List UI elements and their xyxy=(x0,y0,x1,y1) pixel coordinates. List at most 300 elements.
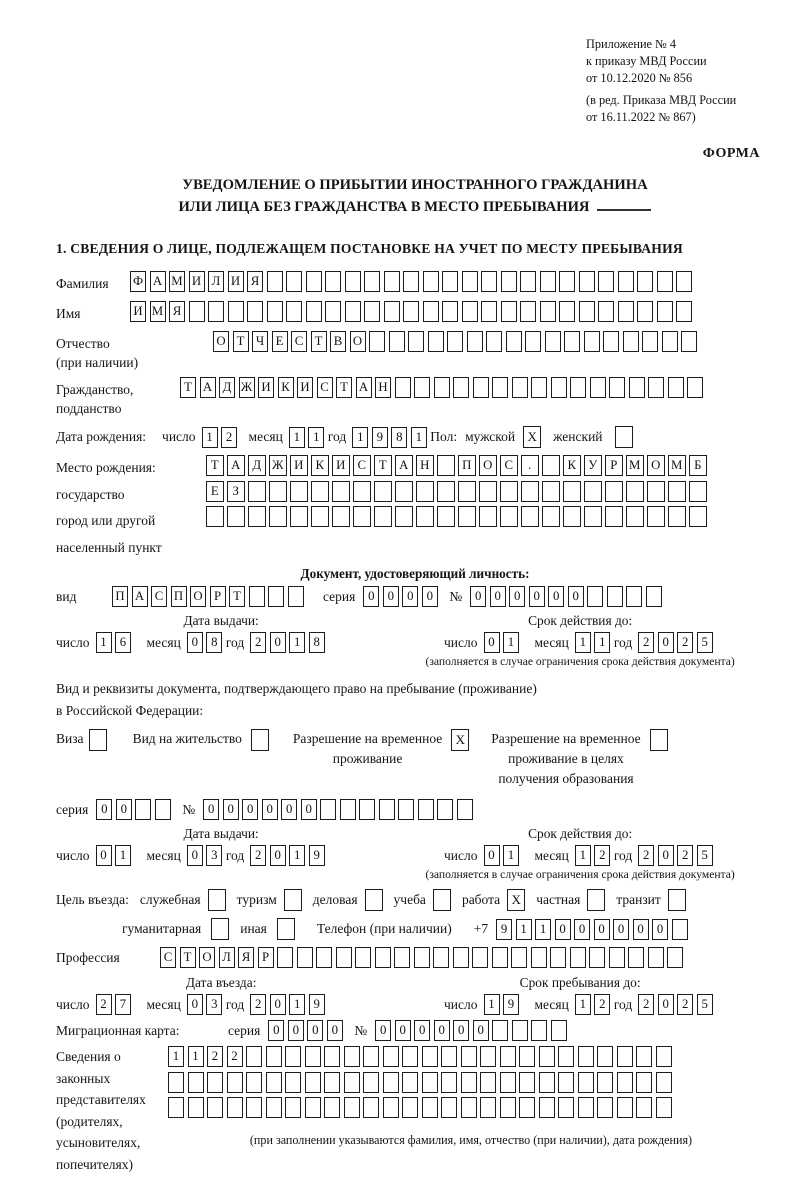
form-cell[interactable] xyxy=(603,331,619,352)
form-cell[interactable]: 0 xyxy=(658,632,674,653)
form-cell[interactable] xyxy=(551,377,567,398)
form-cell[interactable] xyxy=(512,1020,528,1041)
form-cell[interactable] xyxy=(584,481,602,502)
form-cell[interactable]: 0 xyxy=(473,1020,489,1041)
form-cell[interactable]: 8 xyxy=(391,427,407,448)
form-cell[interactable]: 0 xyxy=(270,632,286,653)
form-cell[interactable]: 0 xyxy=(96,799,112,820)
form-cell[interactable] xyxy=(249,586,265,607)
form-cell[interactable] xyxy=(457,799,473,820)
form-cell[interactable]: Я xyxy=(238,947,254,968)
form-cell[interactable]: 3 xyxy=(206,994,222,1015)
form-cell[interactable]: 1 xyxy=(289,994,305,1015)
form-cell[interactable]: 0 xyxy=(327,1020,343,1041)
form-cell[interactable] xyxy=(285,1046,301,1067)
form-cell[interactable]: 9 xyxy=(309,994,325,1015)
form-cell[interactable]: 2 xyxy=(594,994,610,1015)
form-cell[interactable]: М xyxy=(169,271,185,292)
form-cell[interactable]: Т xyxy=(311,331,327,352)
form-cell[interactable] xyxy=(369,331,385,352)
form-cell[interactable] xyxy=(500,1097,516,1118)
form-cell[interactable] xyxy=(208,301,224,322)
form-cell[interactable] xyxy=(311,506,329,527)
form-cell[interactable] xyxy=(501,271,517,292)
form-cell[interactable]: 7 xyxy=(115,994,131,1015)
form-cell[interactable] xyxy=(207,1097,223,1118)
form-cell[interactable]: З xyxy=(227,481,245,502)
form-cell[interactable]: 0 xyxy=(223,799,239,820)
form-cell[interactable] xyxy=(462,271,478,292)
form-cell[interactable] xyxy=(188,1072,204,1093)
form-cell[interactable]: 0 xyxy=(262,799,278,820)
form-cell[interactable]: 0 xyxy=(529,586,545,607)
form-cell[interactable] xyxy=(398,799,414,820)
form-cell[interactable] xyxy=(578,1046,594,1067)
form-cell[interactable] xyxy=(422,1097,438,1118)
form-cell[interactable]: А xyxy=(150,271,166,292)
form-cell[interactable] xyxy=(206,506,224,527)
form-cell[interactable]: С xyxy=(160,947,176,968)
form-cell[interactable] xyxy=(646,586,662,607)
form-cell[interactable] xyxy=(363,1072,379,1093)
form-cell[interactable]: 0 xyxy=(242,799,258,820)
option-temp-residence-checkbox[interactable]: X xyxy=(451,729,469,751)
form-cell[interactable] xyxy=(227,1097,243,1118)
form-cell[interactable] xyxy=(188,1097,204,1118)
form-cell[interactable]: О xyxy=(647,455,665,476)
form-cell[interactable] xyxy=(626,481,644,502)
form-cell[interactable] xyxy=(248,506,266,527)
form-cell[interactable] xyxy=(519,1046,535,1067)
form-cell[interactable] xyxy=(345,271,361,292)
form-cell[interactable]: 1 xyxy=(96,632,112,653)
form-cell[interactable] xyxy=(286,271,302,292)
form-cell[interactable] xyxy=(584,331,600,352)
form-cell[interactable] xyxy=(656,1097,672,1118)
form-cell[interactable]: Н xyxy=(375,377,391,398)
form-cell[interactable] xyxy=(325,271,341,292)
form-cell[interactable]: Н xyxy=(416,455,434,476)
form-cell[interactable] xyxy=(437,799,453,820)
form-cell[interactable]: Т xyxy=(336,377,352,398)
form-cell[interactable]: 0 xyxy=(652,919,668,940)
option-temp-residence-education-checkbox[interactable] xyxy=(650,729,668,751)
form-cell[interactable]: 0 xyxy=(470,586,486,607)
form-cell[interactable]: 1 xyxy=(503,845,519,866)
form-cell[interactable] xyxy=(492,947,508,968)
form-cell[interactable] xyxy=(648,377,664,398)
form-cell[interactable]: Т xyxy=(180,377,196,398)
form-cell[interactable]: 0 xyxy=(375,1020,391,1041)
form-cell[interactable] xyxy=(676,271,692,292)
form-cell[interactable] xyxy=(687,377,703,398)
form-cell[interactable] xyxy=(563,506,581,527)
form-cell[interactable]: Д xyxy=(219,377,235,398)
form-cell[interactable] xyxy=(636,1072,652,1093)
form-cell[interactable] xyxy=(461,1072,477,1093)
form-cell[interactable] xyxy=(332,506,350,527)
form-cell[interactable]: 0 xyxy=(270,845,286,866)
form-cell[interactable] xyxy=(285,1097,301,1118)
form-cell[interactable]: 1 xyxy=(575,632,591,653)
form-cell[interactable]: А xyxy=(227,455,245,476)
form-cell[interactable]: Е xyxy=(206,481,224,502)
form-cell[interactable] xyxy=(480,1097,496,1118)
form-cell[interactable] xyxy=(266,1097,282,1118)
form-cell[interactable] xyxy=(332,481,350,502)
form-cell[interactable]: 0 xyxy=(288,1020,304,1041)
form-cell[interactable] xyxy=(297,947,313,968)
form-cell[interactable]: О xyxy=(479,455,497,476)
form-cell[interactable] xyxy=(363,1097,379,1118)
form-cell[interactable] xyxy=(479,506,497,527)
form-cell[interactable]: Т xyxy=(229,586,245,607)
form-cell[interactable] xyxy=(472,947,488,968)
form-cell[interactable] xyxy=(636,1046,652,1067)
form-cell[interactable] xyxy=(551,1020,567,1041)
form-cell[interactable] xyxy=(374,506,392,527)
form-cell[interactable] xyxy=(539,1072,555,1093)
form-cell[interactable]: 5 xyxy=(697,994,713,1015)
form-cell[interactable] xyxy=(418,799,434,820)
form-cell[interactable] xyxy=(395,481,413,502)
option-visa-checkbox[interactable] xyxy=(89,729,107,751)
form-cell[interactable]: 2 xyxy=(594,845,610,866)
form-cell[interactable] xyxy=(384,271,400,292)
form-cell[interactable]: 1 xyxy=(503,632,519,653)
form-cell[interactable] xyxy=(492,1020,508,1041)
form-cell[interactable] xyxy=(539,1046,555,1067)
form-cell[interactable] xyxy=(656,1046,672,1067)
form-cell[interactable] xyxy=(290,481,308,502)
form-cell[interactable] xyxy=(589,947,605,968)
form-cell[interactable] xyxy=(501,301,517,322)
form-cell[interactable]: 5 xyxy=(697,845,713,866)
form-cell[interactable] xyxy=(681,331,697,352)
form-cell[interactable] xyxy=(636,1097,652,1118)
form-cell[interactable]: 0 xyxy=(633,919,649,940)
form-cell[interactable]: 0 xyxy=(574,919,590,940)
form-cell[interactable] xyxy=(324,1072,340,1093)
form-cell[interactable]: 1 xyxy=(484,994,500,1015)
form-cell[interactable] xyxy=(480,1072,496,1093)
form-cell[interactable]: Я xyxy=(247,271,263,292)
form-cell[interactable]: 0 xyxy=(402,586,418,607)
form-cell[interactable] xyxy=(316,947,332,968)
form-cell[interactable] xyxy=(500,506,518,527)
form-cell[interactable] xyxy=(598,271,614,292)
form-cell[interactable] xyxy=(363,1046,379,1067)
form-cell[interactable] xyxy=(269,506,287,527)
form-cell[interactable] xyxy=(269,481,287,502)
form-cell[interactable] xyxy=(383,1072,399,1093)
form-cell[interactable]: 9 xyxy=(372,427,388,448)
form-cell[interactable]: 0 xyxy=(96,845,112,866)
form-cell[interactable] xyxy=(353,481,371,502)
form-cell[interactable]: 0 xyxy=(453,1020,469,1041)
form-cell[interactable] xyxy=(492,377,508,398)
form-cell[interactable]: П xyxy=(458,455,476,476)
form-cell[interactable] xyxy=(521,481,539,502)
form-cell[interactable] xyxy=(447,331,463,352)
form-cell[interactable] xyxy=(672,919,688,940)
form-cell[interactable]: 2 xyxy=(677,994,693,1015)
form-cell[interactable] xyxy=(403,271,419,292)
form-cell[interactable]: С xyxy=(291,331,307,352)
form-cell[interactable]: 1 xyxy=(516,919,532,940)
form-cell[interactable]: 2 xyxy=(221,427,237,448)
form-cell[interactable]: К xyxy=(311,455,329,476)
form-cell[interactable] xyxy=(500,1046,516,1067)
form-cell[interactable] xyxy=(434,377,450,398)
form-cell[interactable] xyxy=(416,506,434,527)
form-cell[interactable]: И xyxy=(130,301,146,322)
form-cell[interactable] xyxy=(579,301,595,322)
form-cell[interactable]: 2 xyxy=(677,845,693,866)
form-cell[interactable] xyxy=(500,1072,516,1093)
form-cell[interactable] xyxy=(579,271,595,292)
purpose-other-checkbox[interactable] xyxy=(277,918,295,940)
form-cell[interactable]: 9 xyxy=(503,994,519,1015)
form-cell[interactable]: 0 xyxy=(203,799,219,820)
form-cell[interactable]: Л xyxy=(208,271,224,292)
form-cell[interactable]: 1 xyxy=(188,1046,204,1067)
form-cell[interactable] xyxy=(609,947,625,968)
purpose-humanitarian-checkbox[interactable] xyxy=(211,918,229,940)
form-cell[interactable]: С xyxy=(151,586,167,607)
form-cell[interactable] xyxy=(540,301,556,322)
form-cell[interactable]: 0 xyxy=(301,799,317,820)
form-cell[interactable] xyxy=(441,1097,457,1118)
form-cell[interactable]: Р xyxy=(258,947,274,968)
form-cell[interactable] xyxy=(467,331,483,352)
form-cell[interactable] xyxy=(374,481,392,502)
form-cell[interactable]: 6 xyxy=(115,632,131,653)
form-cell[interactable]: 1 xyxy=(289,632,305,653)
form-cell[interactable] xyxy=(324,1097,340,1118)
form-cell[interactable] xyxy=(637,301,653,322)
form-cell[interactable] xyxy=(617,1097,633,1118)
form-cell[interactable]: 5 xyxy=(697,632,713,653)
form-cell[interactable] xyxy=(336,947,352,968)
form-cell[interactable] xyxy=(402,1046,418,1067)
form-cell[interactable]: 2 xyxy=(250,632,266,653)
form-cell[interactable] xyxy=(597,1072,613,1093)
form-cell[interactable] xyxy=(364,301,380,322)
form-cell[interactable] xyxy=(481,271,497,292)
form-cell[interactable]: 0 xyxy=(363,586,379,607)
form-cell[interactable] xyxy=(437,455,455,476)
form-cell[interactable]: 0 xyxy=(187,845,203,866)
form-cell[interactable] xyxy=(395,377,411,398)
form-cell[interactable] xyxy=(486,331,502,352)
form-cell[interactable]: Ж xyxy=(239,377,255,398)
form-cell[interactable] xyxy=(511,947,527,968)
form-cell[interactable] xyxy=(305,1046,321,1067)
form-cell[interactable] xyxy=(389,331,405,352)
form-cell[interactable] xyxy=(662,331,678,352)
form-cell[interactable] xyxy=(500,481,518,502)
form-cell[interactable]: Р xyxy=(605,455,623,476)
form-cell[interactable] xyxy=(590,377,606,398)
form-cell[interactable] xyxy=(564,331,580,352)
form-cell[interactable]: И xyxy=(228,271,244,292)
form-cell[interactable] xyxy=(395,506,413,527)
form-cell[interactable]: Т xyxy=(180,947,196,968)
form-cell[interactable]: М xyxy=(150,301,166,322)
form-cell[interactable]: 0 xyxy=(658,845,674,866)
form-cell[interactable] xyxy=(422,1046,438,1067)
form-cell[interactable] xyxy=(512,377,528,398)
form-cell[interactable] xyxy=(247,301,263,322)
form-cell[interactable]: Ф xyxy=(130,271,146,292)
form-cell[interactable]: 0 xyxy=(395,1020,411,1041)
form-cell[interactable] xyxy=(520,271,536,292)
form-cell[interactable]: 0 xyxy=(307,1020,323,1041)
form-cell[interactable]: 2 xyxy=(677,632,693,653)
form-cell[interactable] xyxy=(563,481,581,502)
form-cell[interactable] xyxy=(626,586,642,607)
form-cell[interactable]: В xyxy=(330,331,346,352)
form-cell[interactable]: 0 xyxy=(422,586,438,607)
form-cell[interactable] xyxy=(305,1097,321,1118)
form-cell[interactable]: 0 xyxy=(281,799,297,820)
form-cell[interactable] xyxy=(416,481,434,502)
form-cell[interactable] xyxy=(689,481,707,502)
form-cell[interactable] xyxy=(458,481,476,502)
form-cell[interactable] xyxy=(353,506,371,527)
form-cell[interactable] xyxy=(628,947,644,968)
form-cell[interactable] xyxy=(442,271,458,292)
form-cell[interactable] xyxy=(248,481,266,502)
gender-male-checkbox[interactable]: X xyxy=(523,426,541,448)
form-cell[interactable]: Л xyxy=(219,947,235,968)
form-cell[interactable]: Т xyxy=(233,331,249,352)
form-cell[interactable]: 1 xyxy=(289,845,305,866)
form-cell[interactable] xyxy=(598,301,614,322)
form-cell[interactable] xyxy=(227,506,245,527)
form-cell[interactable] xyxy=(648,947,664,968)
form-cell[interactable]: И xyxy=(258,377,274,398)
form-cell[interactable] xyxy=(558,1072,574,1093)
form-cell[interactable] xyxy=(570,947,586,968)
form-cell[interactable] xyxy=(383,1097,399,1118)
form-cell[interactable] xyxy=(246,1097,262,1118)
form-cell[interactable] xyxy=(605,506,623,527)
form-cell[interactable]: Я xyxy=(169,301,185,322)
form-cell[interactable] xyxy=(657,271,673,292)
form-cell[interactable] xyxy=(545,331,561,352)
form-cell[interactable] xyxy=(433,947,449,968)
form-cell[interactable] xyxy=(344,1072,360,1093)
form-cell[interactable] xyxy=(559,271,575,292)
form-cell[interactable]: 0 xyxy=(490,586,506,607)
form-cell[interactable]: 2 xyxy=(250,994,266,1015)
form-cell[interactable] xyxy=(228,301,244,322)
form-cell[interactable]: 1 xyxy=(575,994,591,1015)
form-cell[interactable] xyxy=(155,799,171,820)
form-cell[interactable] xyxy=(520,301,536,322)
form-cell[interactable] xyxy=(647,481,665,502)
form-cell[interactable]: А xyxy=(132,586,148,607)
form-cell[interactable]: 0 xyxy=(484,845,500,866)
form-cell[interactable] xyxy=(359,799,375,820)
form-cell[interactable] xyxy=(531,947,547,968)
form-cell[interactable] xyxy=(189,301,205,322)
form-cell[interactable] xyxy=(168,1097,184,1118)
form-cell[interactable] xyxy=(246,1072,262,1093)
form-cell[interactable] xyxy=(473,377,489,398)
form-cell[interactable]: 1 xyxy=(575,845,591,866)
option-residence-permit-checkbox[interactable] xyxy=(251,729,269,751)
form-cell[interactable] xyxy=(384,301,400,322)
form-cell[interactable] xyxy=(461,1046,477,1067)
form-cell[interactable]: 0 xyxy=(555,919,571,940)
form-cell[interactable]: 2 xyxy=(96,994,112,1015)
form-cell[interactable]: 0 xyxy=(594,919,610,940)
form-cell[interactable] xyxy=(379,799,395,820)
form-cell[interactable] xyxy=(423,271,439,292)
form-cell[interactable] xyxy=(437,506,455,527)
form-cell[interactable] xyxy=(441,1072,457,1093)
form-cell[interactable] xyxy=(558,1097,574,1118)
form-cell[interactable] xyxy=(479,481,497,502)
form-cell[interactable]: Ж xyxy=(269,455,287,476)
form-cell[interactable] xyxy=(539,1097,555,1118)
purpose-tourism-checkbox[interactable] xyxy=(284,889,302,911)
form-cell[interactable]: 0 xyxy=(116,799,132,820)
form-cell[interactable] xyxy=(364,271,380,292)
form-cell[interactable] xyxy=(320,799,336,820)
purpose-official-checkbox[interactable] xyxy=(208,889,226,911)
form-cell[interactable] xyxy=(453,947,469,968)
form-cell[interactable]: С xyxy=(353,455,371,476)
form-cell[interactable]: И xyxy=(290,455,308,476)
form-cell[interactable] xyxy=(506,331,522,352)
form-cell[interactable] xyxy=(480,1046,496,1067)
form-cell[interactable]: . xyxy=(521,455,539,476)
purpose-business-checkbox[interactable] xyxy=(365,889,383,911)
form-cell[interactable]: О xyxy=(199,947,215,968)
form-cell[interactable] xyxy=(605,481,623,502)
form-cell[interactable] xyxy=(168,1072,184,1093)
form-cell[interactable]: Е xyxy=(272,331,288,352)
form-cell[interactable]: 8 xyxy=(206,632,222,653)
form-cell[interactable] xyxy=(676,301,692,322)
form-cell[interactable] xyxy=(578,1072,594,1093)
form-cell[interactable] xyxy=(531,1020,547,1041)
form-cell[interactable] xyxy=(587,586,603,607)
form-cell[interactable] xyxy=(689,506,707,527)
form-cell[interactable]: 0 xyxy=(568,586,584,607)
form-cell[interactable] xyxy=(408,331,424,352)
form-cell[interactable] xyxy=(375,947,391,968)
form-cell[interactable]: К xyxy=(563,455,581,476)
form-cell[interactable] xyxy=(542,506,560,527)
form-cell[interactable]: 1 xyxy=(411,427,427,448)
form-cell[interactable] xyxy=(542,481,560,502)
form-cell[interactable] xyxy=(584,506,602,527)
form-cell[interactable]: 1 xyxy=(289,427,305,448)
form-cell[interactable] xyxy=(414,377,430,398)
form-cell[interactable] xyxy=(267,301,283,322)
form-cell[interactable] xyxy=(277,947,293,968)
form-cell[interactable]: А xyxy=(200,377,216,398)
form-cell[interactable]: И xyxy=(297,377,313,398)
form-cell[interactable]: Б xyxy=(689,455,707,476)
form-cell[interactable] xyxy=(290,506,308,527)
form-cell[interactable] xyxy=(266,1046,282,1067)
